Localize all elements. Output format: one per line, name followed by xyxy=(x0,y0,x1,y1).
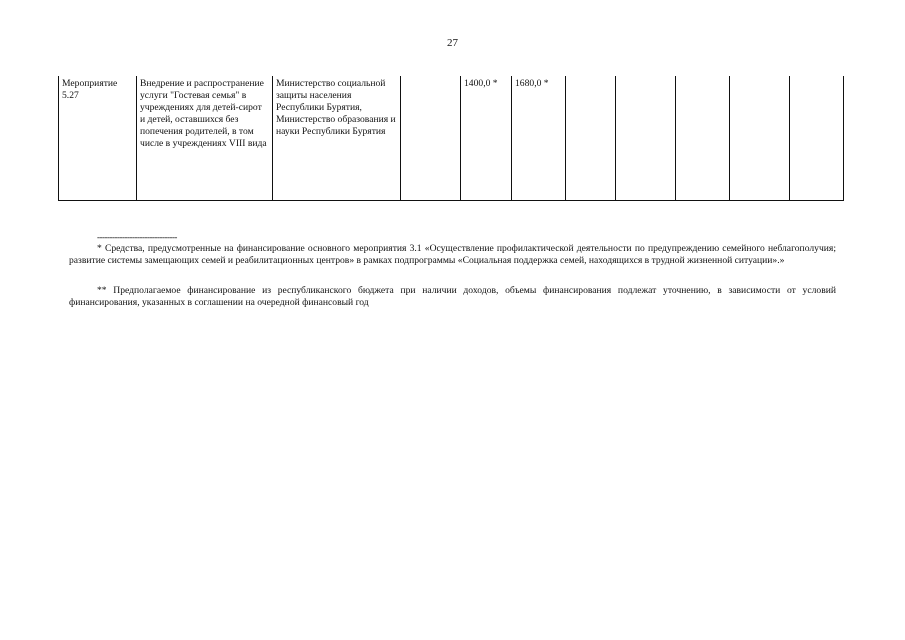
empty-cell xyxy=(566,76,616,201)
empty-cell xyxy=(616,76,676,201)
footnote-1: * Средства, предусмотренные на финансирование основного мероприятия 3.1 «Осуществление профилактической деятельности по предупреждению семейного неблагополучия; развитие системы замещающих семей и реабилитационных центров» в рамках подпрограммы «Социальная поддержка семей, находящихся в трудной жизненной ситуации».» xyxy=(69,243,836,266)
executor-cell: Министерство социальной защиты населения Республики Бурятия, Министерство образования и науки Республики Бурятия xyxy=(273,76,401,201)
page-number: 27 xyxy=(447,37,458,49)
financing-value-cell: 1400,0 * xyxy=(461,76,512,201)
empty-cell xyxy=(790,76,844,201)
empty-cell xyxy=(401,76,461,201)
footnote-separator: -------------------------------- xyxy=(97,232,177,242)
event-id-cell: Мероприятие 5.27 xyxy=(59,76,137,201)
program-events-table xyxy=(58,76,844,201)
table-row xyxy=(59,76,844,201)
empty-cell xyxy=(676,76,730,201)
empty-cell xyxy=(730,76,790,201)
event-description-cell: Внедрение и распространение услуги "Гостевая семья" в учреждениях для детей-сирот и детей, оставшихся без попечения родителей, в том числе в учреждениях VIII вида xyxy=(137,76,273,201)
footnote-2: ** Предполагаемое финансирование из республиканского бюджета при наличии доходов, объемы финансирования подлежат уточнению, в зависимости от условий финансирования, указанных в соглашении на очередной финансовый год xyxy=(69,285,836,308)
financing-value-cell: 1680,0 * xyxy=(512,76,566,201)
